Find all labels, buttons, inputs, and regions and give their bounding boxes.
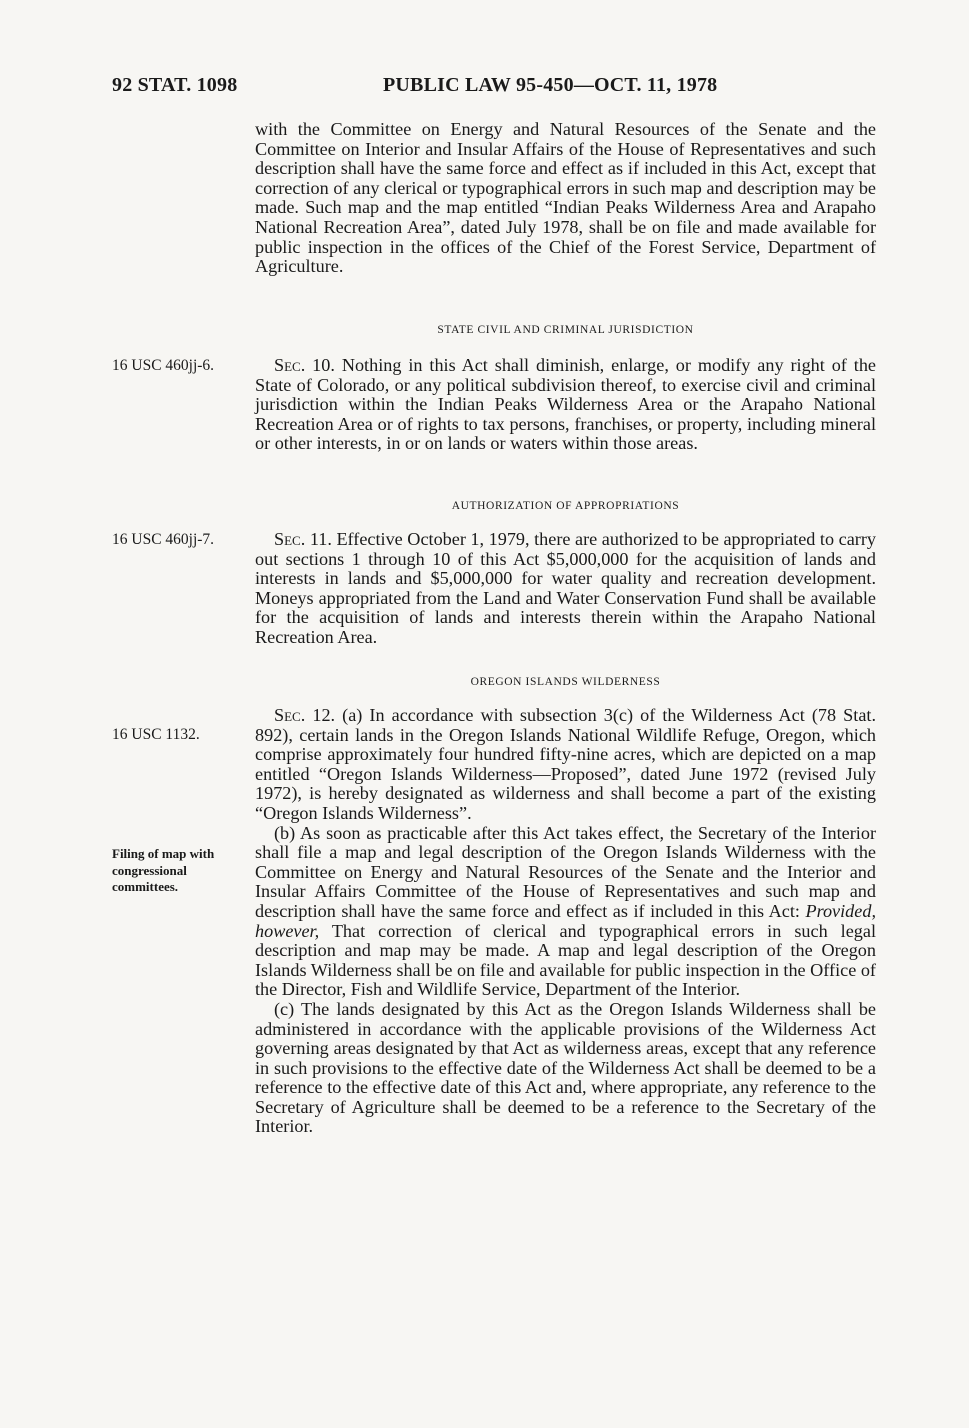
proviso-phrase: Provided, however, xyxy=(255,900,876,941)
section-10-paragraph xyxy=(255,356,876,454)
section-12-text-a: (a) In accordance with subsection 3(c) of the Wilderness Act (78 Stat. 892), certain lands in the Oregon Islands National Wildlife Refuge, Oregon, which comprise approximately four hundred fifty-nine acres, which are depicted on a map entitled “Oregon Islands Wilderness—Proposed”, dated June 1972 (revised July 1972), is hereby designated as wilderness and shall become a part of the existing “Oregon Islands Wilderness”. xyxy=(255,705,876,823)
section-10-text: Nothing in this Act shall diminish, enlarge, or modify any right of the State of Colorado, or any political subdivision thereof, to exercise civil and criminal jurisdiction within the Indian Peaks Wilderness Area or the Arapaho National Recreation Area or of rights to tax persons, franchises, or property, including mineral or other interests, in or on lands or waters within those areas. xyxy=(255,355,876,454)
section-11-paragraph xyxy=(255,530,876,648)
section-12-text-b-1: (b) As soon as practicable after this Act takes effect, the Secretary of the Interior shall file a map and legal description of the Oregon Islands Wilderness with the Committee on Energy and Natural Resources of the Senate and the Interior and Insular Affairs Committee of the House of Representatives and such map and description shall have the same force and effect as if included in this Act: xyxy=(255,822,876,921)
section-12-paragraph-c: (c) The lands designated by this Act as the Oregon Islands Wilderness shall be administered in accordance with the applicable provisions of the Wilderness Act governing areas designated by that Act as wilderness areas, except that any reference in such provisions to the effective date of the Wilderness Act shall be deemed to be a reference to the effective date of this Act and, where appropriate, any reference to the Secretary of Agriculture shall be deemed to be a reference to the Secretary of the Interior. xyxy=(255,998,876,1137)
section-10-heading: STATE CIVIL AND CRIMINAL JURISDICTION xyxy=(437,324,694,336)
section-10-label: Sec. 10. xyxy=(274,355,335,375)
section-12-text-b-2: That correction of clerical and typographical errors in such legal description and map may be made. A map and legal description of the Oregon Islands Wilderness shall be on file and available for public inspection in the Office of the Director, Fish and Wildlife Service, Department of the Interior. xyxy=(255,920,876,1000)
public-law-reference: PUBLIC LAW 95-450—OCT. 11, 1978 xyxy=(383,74,718,96)
section-10-body xyxy=(255,356,876,454)
section-12-label: Sec. 12. xyxy=(274,705,336,725)
section-12-citation: 16 USC 1132. xyxy=(112,726,200,743)
intro-paragraph xyxy=(255,120,876,277)
section-11-body xyxy=(255,530,876,648)
stat-reference: 92 STAT. 1098 xyxy=(112,74,238,96)
filing-margin-note: Filing of map with congressional committees. xyxy=(112,846,215,894)
section-12-body xyxy=(255,706,876,1137)
section-10-citation: 16 USC 460jj-6. xyxy=(112,357,215,374)
section-11-citation: 16 USC 460jj-7. xyxy=(112,531,215,548)
section-12-paragraph-b xyxy=(255,824,876,1000)
section-12-paragraph-a xyxy=(255,706,876,824)
section-12-heading: OREGON ISLANDS WILDERNESS xyxy=(470,676,661,688)
intro-text: with the Committee on Energy and Natural Resources of the Senate and the Committee on Interior and Insular Affairs of the House of Representatives and such description shall have the same force and effect as if included in this Act, except that correction of any clerical or typographical errors in such map and description may be made. Such map and the map entitled “Indian Peaks Wilderness Area and Arapaho National Recreation Area”, dated July 1978, shall be on file and made available for public inspection in the offices of the Chief of the Forest Service, Department of Agriculture. xyxy=(255,119,876,277)
section-11-heading: AUTHORIZATION OF APPROPRIATIONS xyxy=(451,500,680,512)
section-11-text: Effective October 1, 1979, there are authorized to be appropriated to carry out sections 1 through 10 of this Act $5,000,000 for the acquisition of lands and interests in lands and $5,000,000 for water quality and recreation development. Moneys appropriated from the Land and Water Conservation Fund shall be available for the acquisition of lands and interests therein within the Arapaho National Recreation Area. xyxy=(255,529,876,647)
section-11-label: Sec. 11. xyxy=(274,529,332,549)
